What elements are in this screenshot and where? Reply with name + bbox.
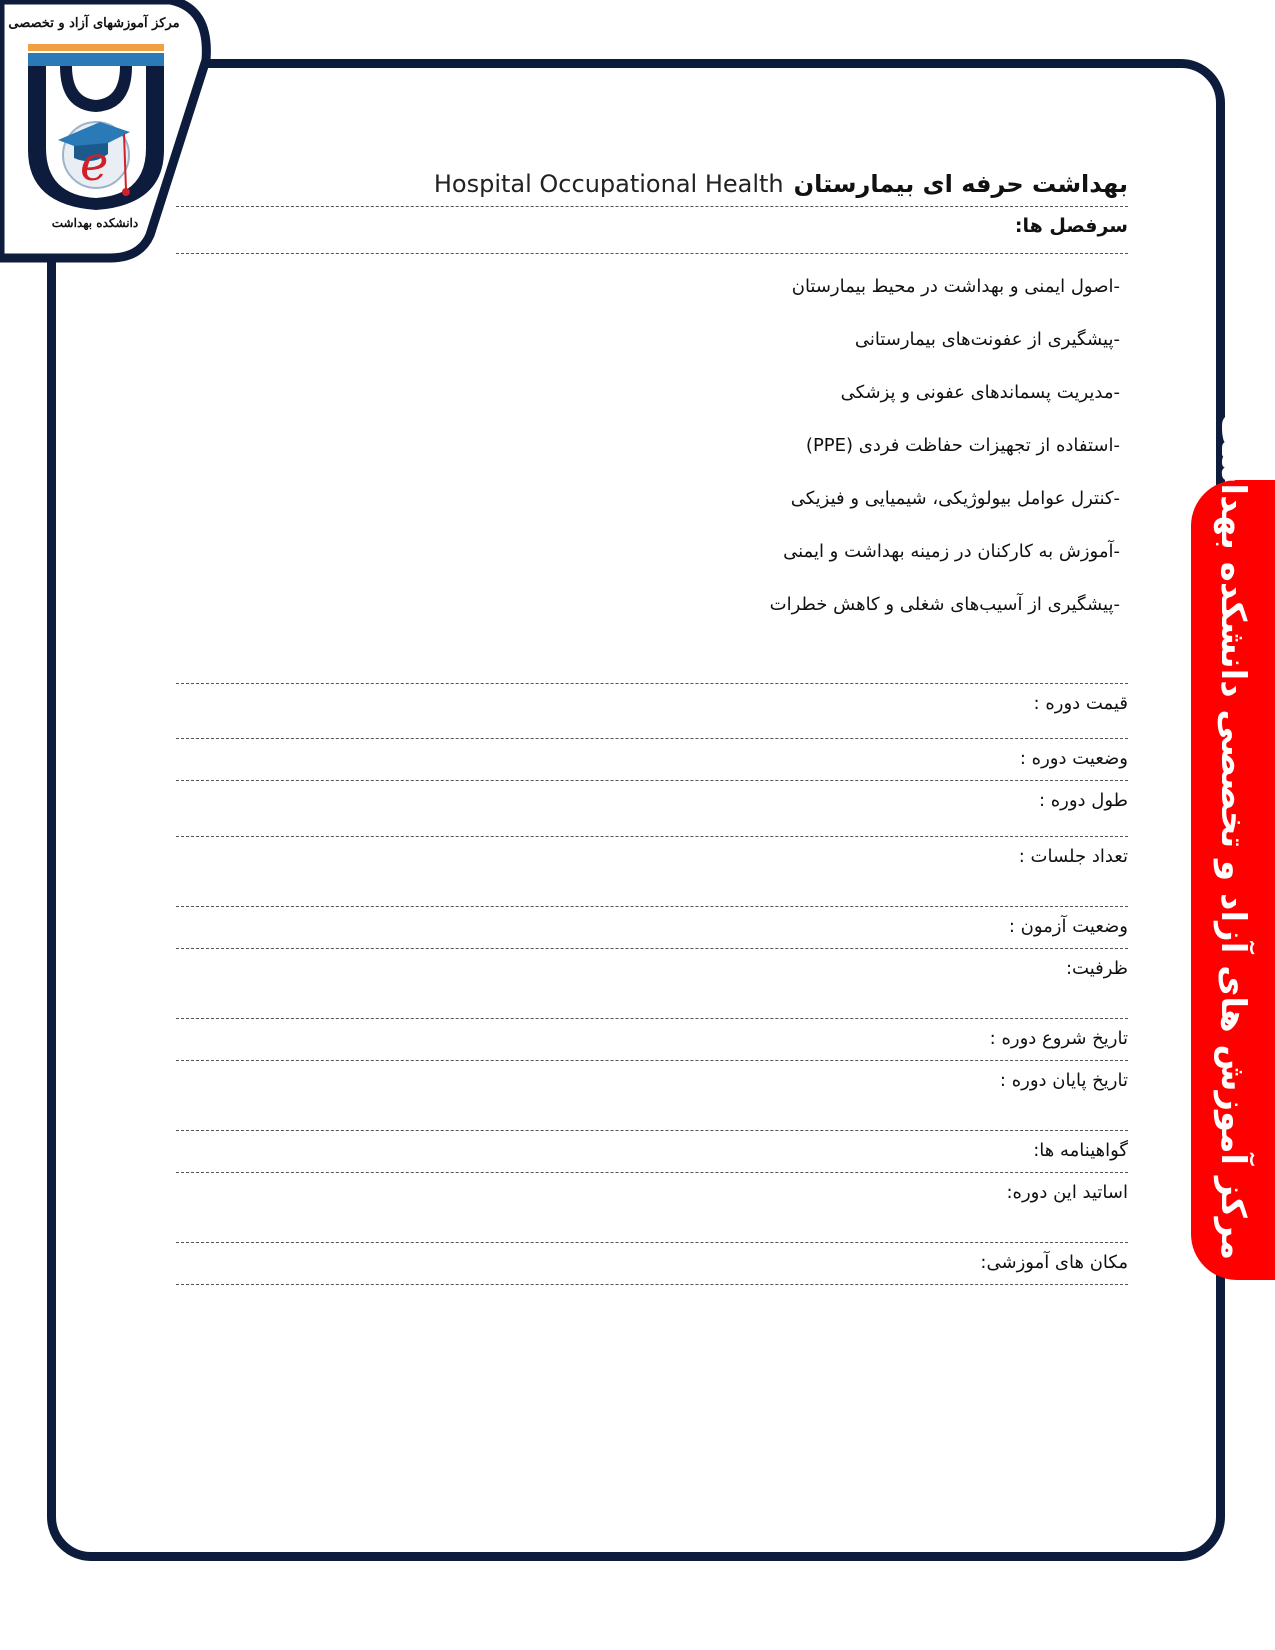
syllabus-item: -کنترل عوامل بیولوژیکی، شیمیایی و فیزیکی bbox=[790, 488, 1120, 509]
course-title-en: Hospital Occupational Health bbox=[433, 170, 784, 198]
field-start-date: تاریخ شروع دوره : bbox=[176, 1019, 1128, 1061]
syllabus-heading: سرفصل ها: bbox=[176, 207, 1128, 254]
side-banner bbox=[1191, 413, 1275, 1280]
course-title-row bbox=[176, 150, 1128, 207]
syllabus-item: -استفاده از تجهیزات حفاظت فردی (PPE) bbox=[805, 435, 1120, 456]
side-banner-text: مرکز آموزش های آزاد و تخصصی دانشکده بهداشت bbox=[1213, 413, 1253, 1260]
field-certificates: گواهینامه ها: bbox=[176, 1131, 1128, 1173]
field-duration: طول دوره : bbox=[176, 781, 1128, 837]
field-status: وضعیت دوره : bbox=[176, 739, 1128, 781]
field-end-date: تاریخ پایان دوره : bbox=[176, 1061, 1128, 1131]
course-title-fa: بهداشت حرفه ای بیمارستان bbox=[793, 170, 1128, 198]
field-sessions: تعداد جلسات : bbox=[176, 837, 1128, 907]
course-content bbox=[176, 150, 1128, 647]
field-exam-status: وضعیت آزمون : bbox=[176, 907, 1128, 949]
field-price: قیمت دوره : bbox=[176, 684, 1128, 739]
syllabus-item: -آموزش به کارکنان در زمینه بهداشت و ایمنی bbox=[783, 541, 1120, 562]
logo-top-text: مرکز آموزشهای آزاد و تخصصی bbox=[8, 16, 180, 31]
field-locations: مکان های آموزشی: bbox=[176, 1243, 1128, 1285]
field-instructors: اساتید این دوره: bbox=[176, 1173, 1128, 1243]
syllabus-item: -پیشگیری از عفونت‌های بیمارستانی bbox=[854, 329, 1120, 350]
syllabus-item: -اصول ایمنی و بهداشت در محیط بیمارستان bbox=[791, 276, 1120, 297]
logo-bottom-text: دانشکده بهداشت bbox=[51, 216, 139, 230]
syllabus-list bbox=[176, 254, 1128, 647]
syllabus-item: -مدیریت پسماندهای عفونی و پزشکی bbox=[840, 382, 1120, 403]
field-capacity: ظرفیت: bbox=[176, 949, 1128, 1019]
course-info-fields bbox=[176, 683, 1128, 1285]
syllabus-item: -پیشگیری از آسیب‌های شغلی و کاهش خطرات bbox=[769, 594, 1120, 615]
svg-text:e: e bbox=[80, 136, 109, 192]
